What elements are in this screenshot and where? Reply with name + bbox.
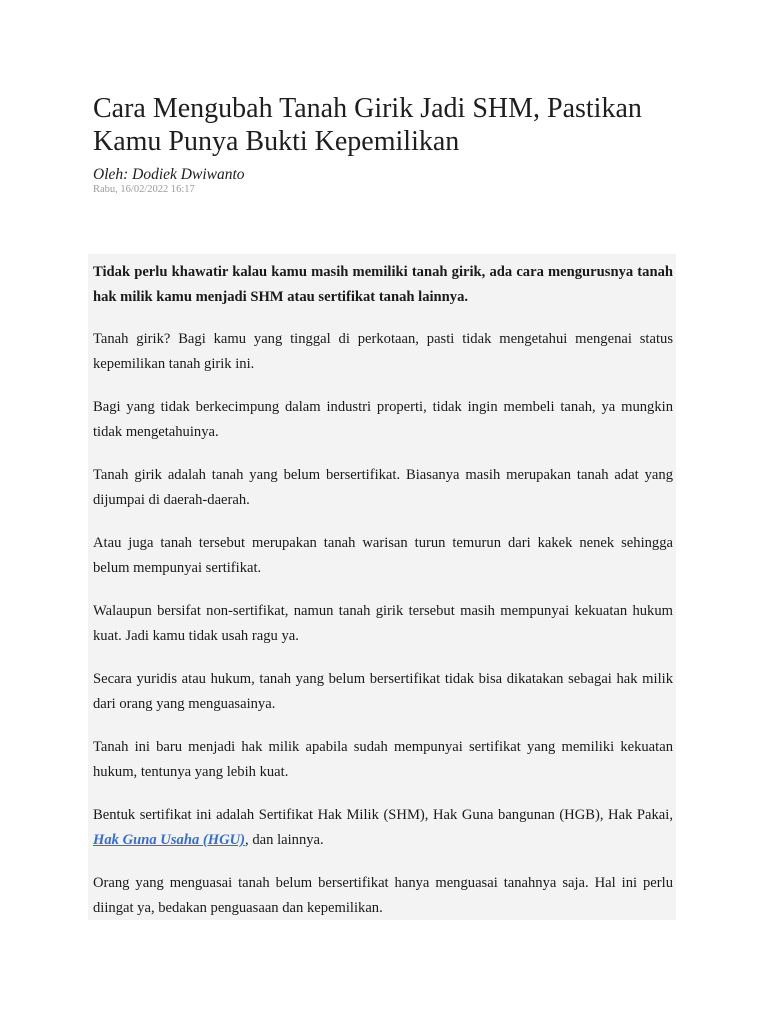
article-paragraph: Walaupun bersifat non-sertifikat, namun tanah girik tersebut masih mempunyai kekuatan hukum kuat. Jadi kamu tidak usah ragu ya. (93, 603, 673, 644)
hgu-link[interactable]: Hak Guna Usaha (HGU) (93, 832, 246, 848)
cert-text-after: , dan lainnya. (245, 832, 324, 848)
article-paragraph-certificates (93, 803, 673, 853)
article-body (88, 254, 676, 920)
article-paragraph: Tanah girik adalah tanah yang belum bersertifikat. Biasanya masih merupakan tanah adat yang dijumpai di daerah-daerah. (93, 467, 673, 508)
article-paragraph: Bagi yang tidak berkecimpung dalam industri properti, tidak ingin membeli tanah, ya mungkin tidak mengetahuinya. (93, 399, 673, 440)
article-paragraph: Secara yuridis atau hukum, tanah yang belum bersertifikat tidak bisa dikatakan sebagai hak milik dari orang yang menguasainya. (93, 671, 673, 712)
article-author: Oleh: Dodiek Dwiwanto (93, 166, 245, 183)
article-title: Cara Mengubah Tanah Girik Jadi SHM, Pastikan Kamu Punya Bukti Kepemilikan (93, 93, 642, 157)
cert-text-before: Bentuk sertifikat ini adalah Sertifikat Hak Milik (SHM), Hak Guna bangunan (HGB), Hak Pakai, (93, 807, 673, 823)
article-paragraph: Tanah ini baru menjadi hak milik apabila sudah mempunyai sertifikat yang memiliki kekuatan hukum, tentunya yang lebih kuat. (93, 739, 673, 780)
article-lead: Tidak perlu khawatir kalau kamu masih memiliki tanah girik, ada cara mengurusnya tanah hak milik kamu menjadi SHM atau sertifikat tanah lainnya. (93, 264, 673, 305)
article-paragraph: Orang yang menguasai tanah belum bersertifikat hanya menguasai tanahnya saja. Hal ini perlu diingat ya, bedakan penguasaan dan kepemilikan. (93, 875, 673, 916)
article-paragraph: Tanah girik? Bagi kamu yang tinggal di perkotaan, pasti tidak mengetahui mengenai status kepemilikan tanah girik ini. (93, 331, 673, 372)
article-date: Rabu, 16/02/2022 16:17 (93, 184, 195, 195)
article-paragraph: Atau juga tanah tersebut merupakan tanah warisan turun temurun dari kakek nenek sehingga belum mempunyai sertifikat. (93, 535, 673, 576)
